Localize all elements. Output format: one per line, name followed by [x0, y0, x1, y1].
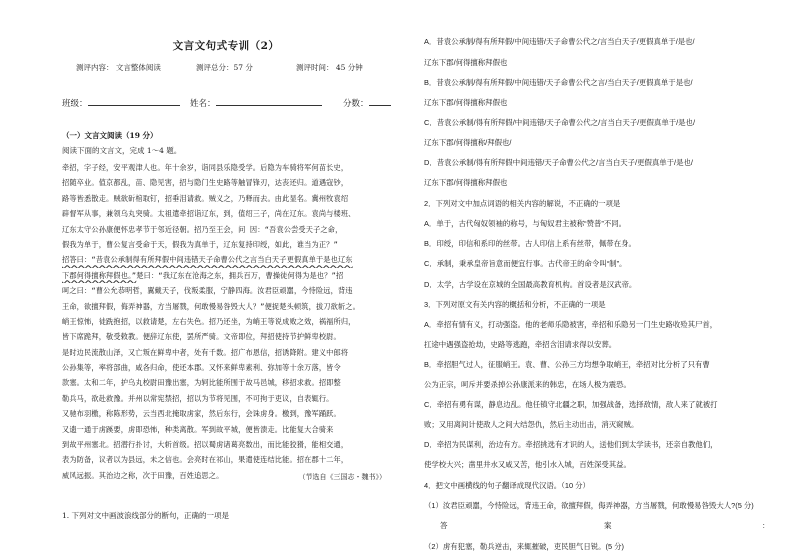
passage-line: 公孙集等，率将部曲，咸各归命，使还本郡。又怀来鲜卑素利、弥加等十余万落，皆令	[62, 363, 341, 373]
question-2: 2．下列对文中加点词语的相关内容的解说，不正确的一项是	[424, 199, 621, 208]
option-a-line1: A．昔袁公承制/得有所拜假/中间违错/天子命曹公代之/言当白天子/更假真单于/是也/	[424, 37, 695, 46]
question-3-option-c-line2: 败；又用离间计使敌人之间大结怨仇，然后主动出击，消灭窥贼。	[424, 420, 639, 429]
passage-line: 勒兵马，欲赴救豫。并州以常宪禁招，招以为节将见围，不可拘于吏议，自表辄行。	[62, 393, 334, 403]
left-column	[62, 0, 390, 560]
question-3-option-a-line1: A．牵招有情有义，打动强盗。他的老师乐隐被害，牵招和乐隐另一门生史路收殓其尸首，	[424, 320, 718, 329]
option-c-line1: C．昔袁公承制/得有所拜假/中间违错/天子命曹公代之/言当白天子/更假真单于/是也/	[424, 118, 695, 127]
test-total-score: 测评总分：57 分	[196, 63, 253, 72]
class-blank[interactable]	[88, 98, 180, 106]
question-2-option-c: C．承制，秉承皇帝旨意而便宜行事。古代帝王的命令叫“制”。	[424, 259, 627, 268]
option-b-line1: B．昔袁公承制/得有所拜假/中间违错/天子命曹公代之言/当白天子/更假真单于是也/	[424, 78, 693, 87]
question-2-option-a: A．单于，古代匈奴领袖的称号，与匈奴君主被称“赞普”不同。	[424, 219, 627, 228]
question-3-option-d-line2: 使学校大兴；凿里井水又咸又苦，他引水入城，百姓深受其益。	[424, 460, 631, 469]
passage-line-wavy: 招答曰：“昔袁公承制得有所拜假中间违错天子命曹公代之言当白天子更假真单于是也辽东	[62, 255, 353, 265]
question-3-option-b-line1: B．牵招胆气过人，征服峭王。袁、曹、公孙三方均想争取峭王，牵招对比分析了只有曹	[424, 360, 710, 369]
name-blank[interactable]	[216, 98, 322, 106]
wavy-underlined-text: 下郡何得擅称拜假也。”	[62, 270, 137, 280]
passage-line: 呵之曰：“曹公允恭明哲，翼戴天子，伐叛柔服，宁静四海。汝君臣顽嚚，今恃险远，背违	[62, 286, 353, 296]
name-field	[190, 97, 322, 109]
passage-line: 又遗一通于虏蹊要，虏即恐怖，种类离散。军到故平城，便皆溃走。比能复大合骑来	[62, 424, 334, 434]
passage-line: 假我为单于，曹公复言受命于天，假我为真单于，辽东复持印绶，如此，谁当为正？”	[62, 239, 338, 249]
passage-line: 辟督军从事，兼领乌丸突骑。太祖遣牵招诣辽东，到，值绍三子，尚在辽东。袁尚与楼班、	[62, 209, 356, 219]
classical-passage	[62, 160, 390, 483]
score-field	[343, 97, 391, 109]
name-label: 姓名：	[190, 99, 216, 109]
answer-label-left: 答	[440, 521, 448, 530]
passage-line: 表为防备，议者以为县远，未之信也。会亮时在祁山，果遣使连结比能。招在郡十二年，	[62, 455, 349, 465]
option-d-line1: D．昔袁公承制/得有所拜假中间违错/天子命曹公代之/言当白天子/更假真单于/是也/	[424, 158, 693, 167]
question-3-option-b-line2: 公为正宗，呵斥并要杀掉公孙康派来的韩忠，在场人极为震恐。	[424, 380, 631, 389]
passage-line: 王命，欲擅拜假，侮弄神器，方当屠戮，何敢慢易咎毁大人？”便捉楚头顿筑，拔刀欲斩之。	[62, 301, 360, 311]
passage-line: 是时边民流散山泽，又亡叛在鲜卑中者，处有千数。招广布恩信，招诱降附。建义中郎将	[62, 347, 349, 357]
passage-line: 到故平州塞北。招潜行扑讨，大斩首级。招以蜀虏诸葛亮数出，而比能狡猾，能相交通，	[62, 440, 349, 450]
passage-line: 路等皆悉散走。贼欲斫棺取钉，招垂泪请救。贼义之，乃释而去。由此显名。冀州牧袁绍	[62, 193, 349, 203]
option-d-line2: 辽东下郡/何得擅称拜假也	[424, 178, 508, 187]
question-2-option-d: D．太学，古学设在京城的全国最高教育机构。首设者是汉武帝。	[424, 280, 637, 289]
question-3-option-d-line1: D．牵招为民谋利，治边有方。牵招挑选有才识的人，送他们到太学读书，还亲自教他们，	[424, 440, 718, 449]
passage-line: 牵招，字子经，安平观津人也。年十余岁，诣同县乐隐受学。后隐为车骑将军何苗长史，	[62, 163, 349, 172]
passage-line: 辽东太守公孙康便怀忠孝节于邻近径朝。招乃至王会，问 因：“吾袁公尝受天子之命，	[62, 224, 343, 234]
passage-line: 又驰布羽檄，称陈形势，云当西北掩取虏家，然后东行，会诛虏身。檄到，豫军踊跃。	[62, 409, 341, 419]
test-time: 测评时间： 45 分钟	[296, 63, 363, 72]
option-b-line2: 辽东下郡/何得擅称拜假也	[424, 98, 508, 107]
question-4-part-1: （1）汝君臣顽嚚，今恃险远，背违王命，欲擅拜假，侮弄神器，方当屠戮，何敢慢易咎毁大人?(5 分)	[424, 501, 754, 510]
section-heading: （一）文言文阅读（19 分）	[62, 131, 158, 140]
passage-line-wavy-partial	[62, 268, 390, 283]
passage-line: 款塞。太和二年，护乌丸校尉田豫出塞，为轲比能所围于故马邑城，移招求救。招即整	[62, 378, 341, 388]
score-label: 分数：	[343, 99, 369, 109]
passage-line: 皆下席跪拜，敬受敕教。便辞辽东使，罢所严骑。文帝即位，拜招使持节护鲜卑校尉。	[62, 332, 341, 342]
answer-label-end: ：	[762, 521, 770, 530]
class-label: 班级：	[62, 99, 88, 109]
class-field	[62, 97, 180, 109]
question-4: 4．把文中画横线的句子翻译成现代汉语。（10 分）	[424, 481, 590, 490]
right-column	[424, 0, 774, 560]
question-1: 1. 下列对文中画波浪线部分的断句，正确的一项是	[62, 511, 230, 520]
question-3: 3．下列对原文有关内容的概括和分析，不正确的一项是	[424, 300, 606, 309]
passage-text: 楚曰：“我辽东在沧海之东，拥兵百万，曹操徒何得为是也？”招	[136, 270, 344, 280]
section-instruction: 阅读下面的文言文，完成 1～4 题。	[62, 146, 182, 155]
question-3-option-a-line2: 扛途中遇强盗抢劫，史路等逃跑，牵招含泪请求得以安葬。	[424, 340, 617, 349]
question-4-part-2: （2）虏有犯塞，勒兵逆击，来辄摧破，吏民胆气日锐。(5 分)	[424, 542, 624, 551]
passage-source: （节选自《三国志・魏书》）	[298, 473, 386, 481]
passage-line: 威风远振。其治边之称，次于田豫，百姓追思之。	[62, 470, 224, 480]
question-2-option-b: B．印绶，印信和系印的丝带。古人印信上系有丝带，佩带在身。	[424, 239, 636, 248]
passage-line: 招随卒业。值京都乱，苗、隐见害，招与隐门生史路等触冒锋刃，达丧还归。道遇寇钞，	[62, 178, 349, 188]
passage-line: 峭王惊怖，徒跣抱招，以救请楚，左右失色。招乃还坐，为峭王等说成败之效，祸福所归，	[62, 316, 356, 326]
option-c-line2: 辽东下郡/何得擅称/拜假也/	[424, 138, 512, 147]
test-content: 测评内容： 文言整体阅读	[76, 63, 161, 72]
page-title: 文言文句式专训（2）	[172, 40, 280, 52]
question-3-option-c-line1: C．牵招有勇有谋，静息边乱。他任镇守北疆之职，加强战备，选择敌情，敌人来了就被打	[424, 400, 718, 409]
answer-label-mid: 案	[604, 521, 612, 530]
option-a-line2: 辽东下郡/何得擅称拜假也	[424, 58, 508, 67]
score-blank[interactable]	[369, 98, 391, 106]
